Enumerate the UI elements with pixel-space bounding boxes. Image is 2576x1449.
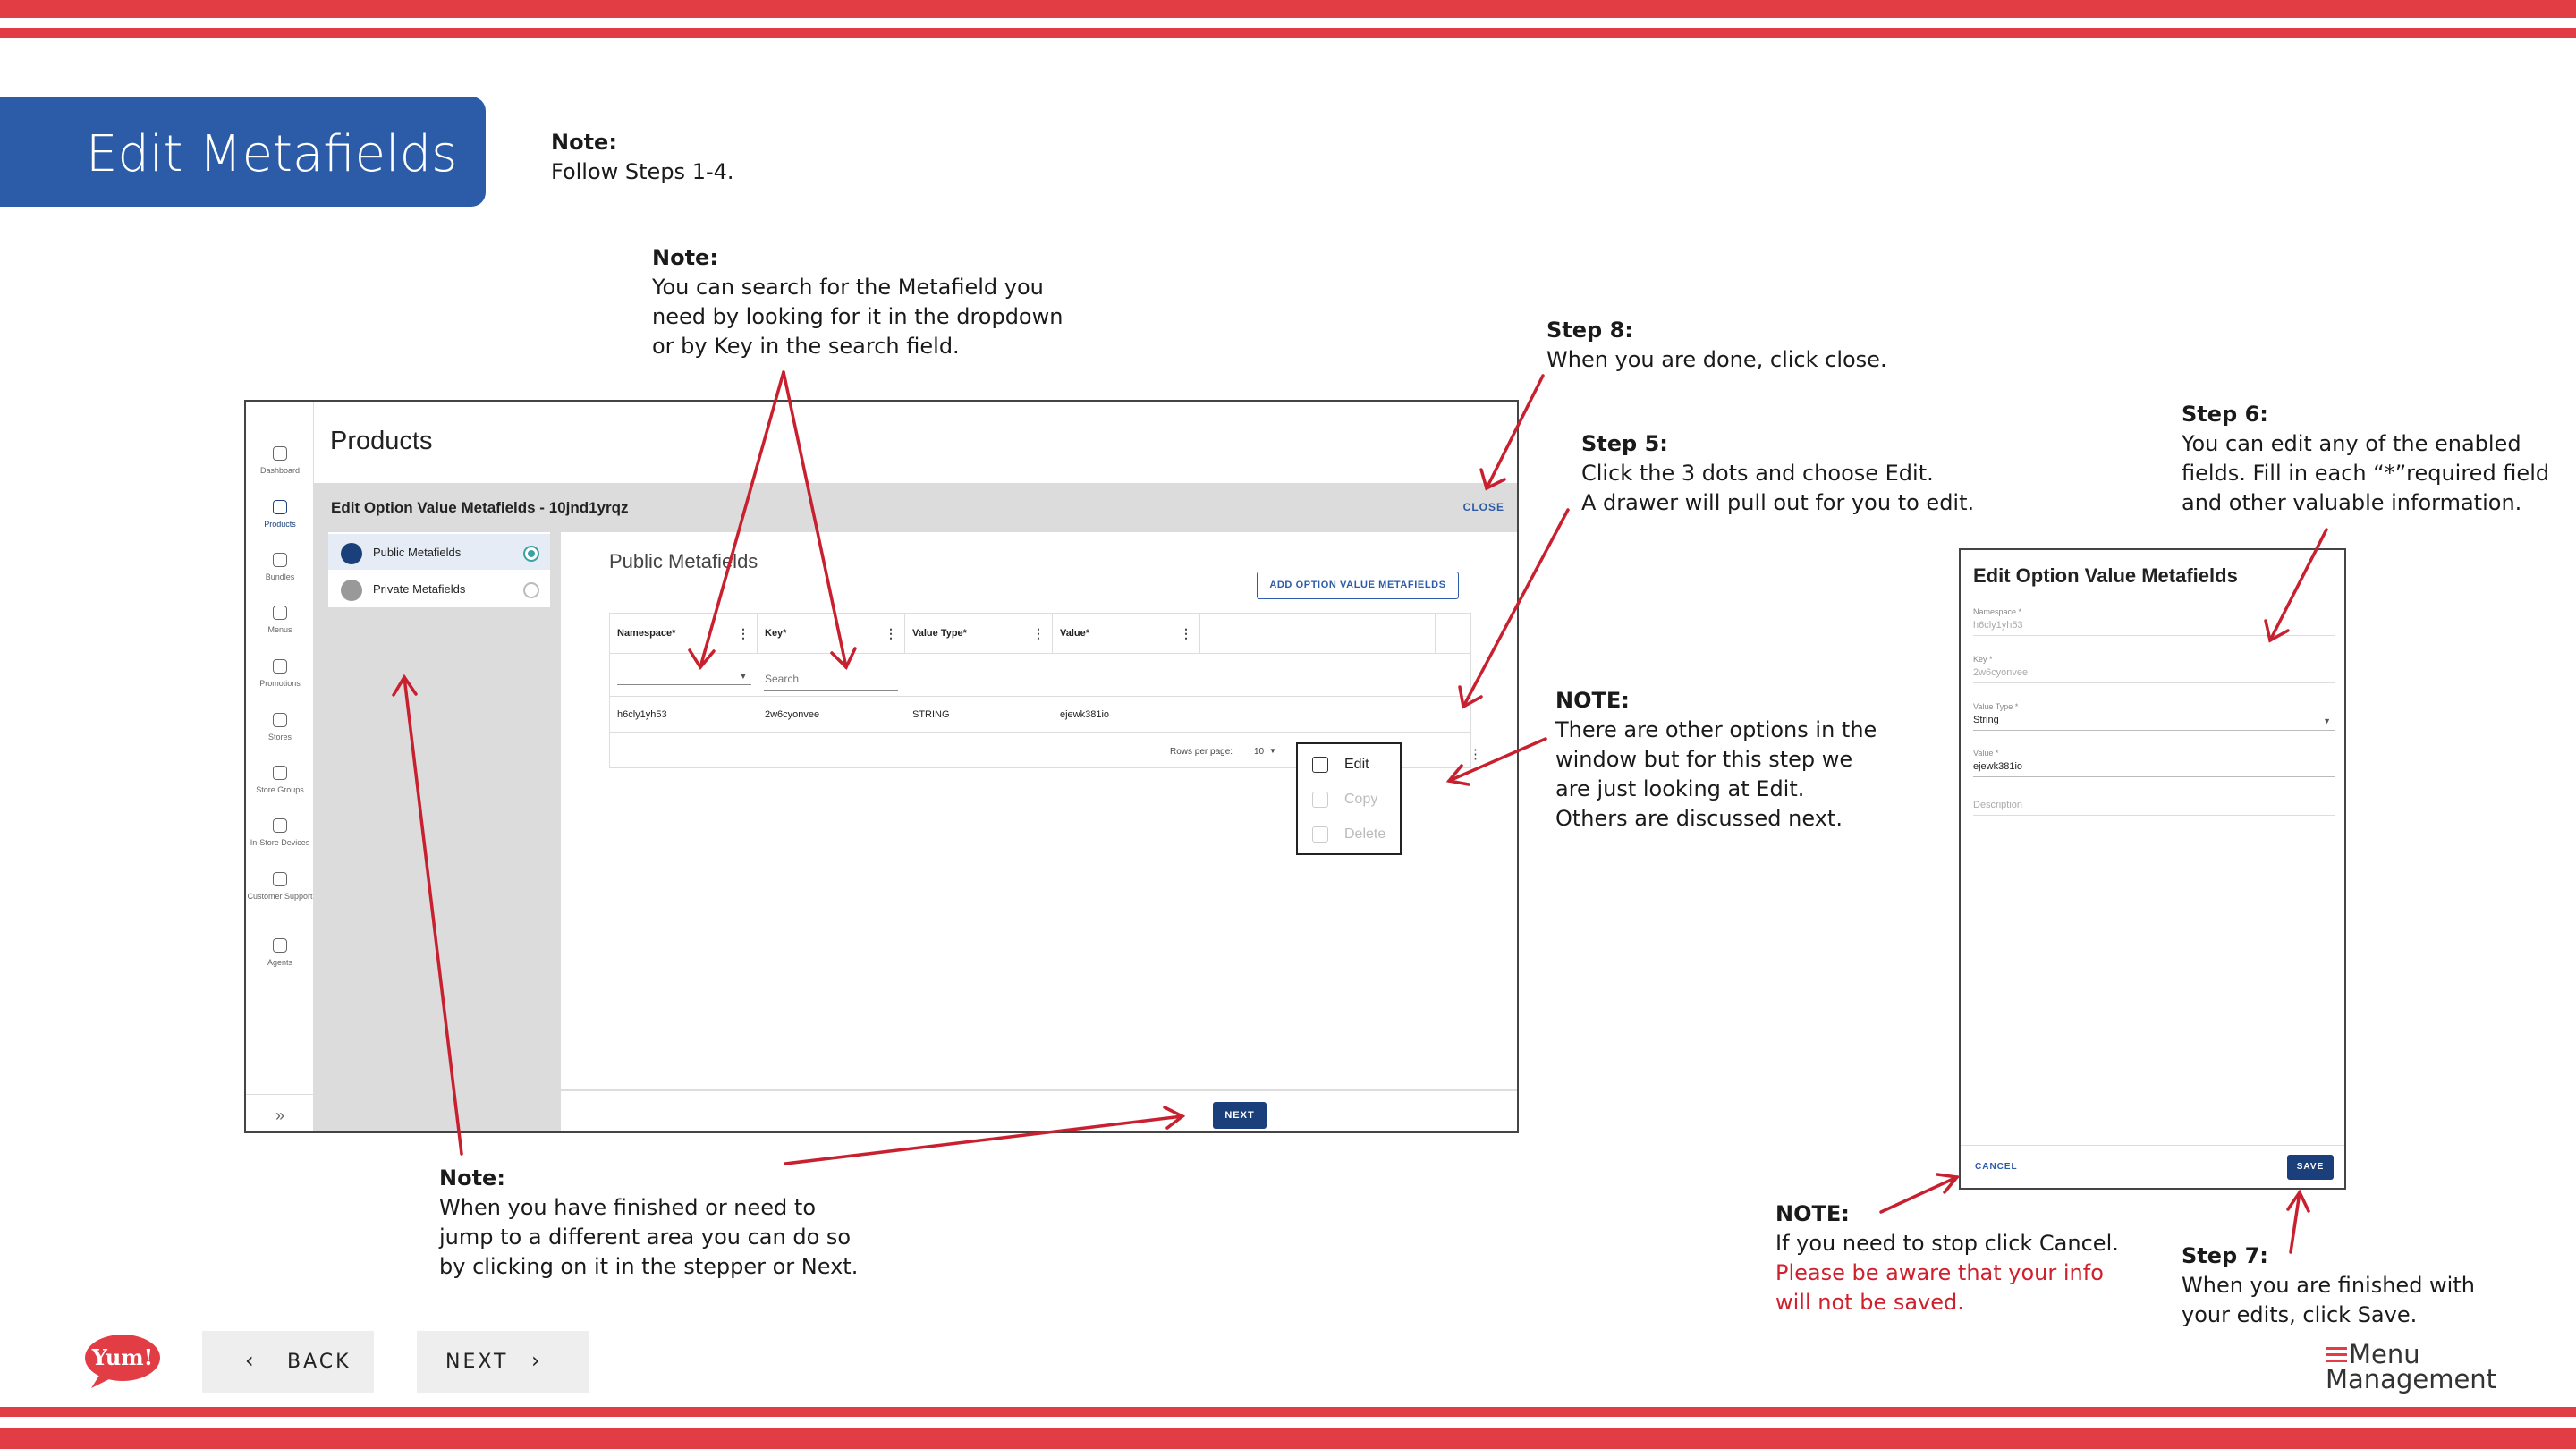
- next-button[interactable]: NEXT ›: [417, 1331, 589, 1393]
- editor-header-bar: [314, 483, 1519, 532]
- rail-divider: [246, 1094, 314, 1095]
- cancel-button[interactable]: CANCEL: [1975, 1162, 2018, 1172]
- nav-rail: [246, 402, 314, 1131]
- private-metafields-icon: [341, 580, 362, 601]
- top-stripe-1: [0, 0, 2576, 18]
- home-icon: [273, 446, 287, 461]
- step-radio-selected: [523, 546, 539, 562]
- close-button[interactable]: CLOSE: [1462, 501, 1504, 513]
- editor-title: Edit Option Value Metafields - 10jnd1yrqz: [331, 499, 629, 516]
- public-metafields-icon: [341, 543, 362, 564]
- people-icon: [273, 938, 287, 953]
- app-screenshot: [244, 400, 1519, 1133]
- rail-item-promotions[interactable]: Promotions: [246, 659, 314, 688]
- arrowhead: [1937, 1174, 1957, 1192]
- svg-text:Yum!: Yum!: [91, 1344, 154, 1370]
- note-follow-steps: Note: Follow Steps 1-4.: [551, 130, 734, 184]
- bottom-stripe-1: [0, 1407, 2576, 1417]
- menu-item-copy[interactable]: Copy: [1298, 783, 1400, 817]
- table-row[interactable]: [610, 696, 1470, 732]
- value-type-select[interactable]: Value Type * String ▼: [1973, 702, 2334, 731]
- note-cancel: NOTE: If you need to stop click Cancel. Please be aware that your info will not be saved.: [1775, 1201, 2119, 1315]
- expand-rail-icon[interactable]: »: [275, 1106, 284, 1124]
- cube-icon: [273, 553, 287, 567]
- note-stepper: Note: When you have finished or need to jump to a different area you can do so by clicking on it in the stepper or Next.: [439, 1165, 859, 1279]
- rows-dropdown-icon[interactable]: ▼: [1269, 747, 1276, 755]
- note-search: Note: You can search for the Metafield you need by looking for it in the dropdown or by Key in the search field.: [652, 245, 1063, 359]
- document-icon: [273, 606, 287, 620]
- step-private-metafields[interactable]: Private Metafields: [328, 571, 550, 606]
- step-radio: [523, 582, 539, 598]
- back-button[interactable]: ‹ BACK: [202, 1331, 374, 1393]
- rail-item-menus[interactable]: Menus: [246, 606, 314, 634]
- column-header-key[interactable]: Key* ⋮: [758, 614, 905, 653]
- dropdown-arrow-icon: ▼: [2323, 716, 2331, 725]
- bottom-stripe-2: [0, 1428, 2576, 1449]
- top-stripe-2: [0, 28, 2576, 38]
- grid-icon: [273, 766, 287, 780]
- stepper: [328, 532, 550, 607]
- value-field[interactable]: Value * ejewk381io: [1973, 749, 2334, 777]
- arrowhead: [2288, 1192, 2309, 1211]
- store-icon: [273, 713, 287, 727]
- menu-management-logo: Menu Management: [2326, 1339, 2497, 1394]
- menu-item-delete[interactable]: Delete: [1298, 818, 1400, 852]
- row-actions-kebab-icon[interactable]: ⋮: [1469, 747, 1482, 762]
- cell-value-type: STRING: [912, 709, 950, 720]
- drawer-title: Edit Option Value Metafields: [1973, 564, 2238, 587]
- cell-value: ejewk381io: [1060, 709, 1110, 720]
- monitor-icon: [273, 818, 287, 833]
- section-title: Public Metafields: [609, 550, 758, 572]
- filter-row: [610, 653, 1470, 696]
- note-other-options: NOTE: There are other options in the window but for this step we are just looking at Edit. Others are discussed next.: [1555, 688, 1877, 831]
- column-header-value-type[interactable]: Value Type* ⋮: [905, 614, 1053, 653]
- chevron-left-icon: ‹: [245, 1348, 257, 1373]
- metafields-content: [561, 532, 1519, 1133]
- editor-footer: [561, 1089, 1519, 1133]
- column-menu-icon[interactable]: ⋮: [1032, 626, 1045, 640]
- column-menu-icon[interactable]: ⋮: [1180, 626, 1192, 640]
- tag-icon: [273, 659, 287, 674]
- products-icon: [273, 500, 287, 514]
- rail-item-agents[interactable]: Agents: [246, 938, 314, 967]
- stepper-panel: [314, 532, 561, 1133]
- column-menu-icon[interactable]: ⋮: [737, 626, 750, 640]
- save-button[interactable]: SAVE: [2287, 1155, 2334, 1180]
- drawer-footer: [1961, 1145, 2344, 1188]
- note-step-6: Step 6: You can edit any of the enabled fields. Fill in each “*”required field and other valuable information.: [2182, 402, 2550, 515]
- rail-item-store-groups[interactable]: Store Groups: [246, 766, 314, 794]
- add-option-value-metafields-button[interactable]: ADD OPTION VALUE METAFIELDS: [1257, 572, 1459, 599]
- headset-icon: [273, 872, 287, 886]
- note-step-5: Step 5: Click the 3 dots and choose Edit. A drawer will pull out for you to edit.: [1581, 431, 1975, 515]
- key-search-input[interactable]: Search: [765, 673, 800, 685]
- column-header-namespace[interactable]: Namespace* ⋮: [610, 614, 758, 653]
- edit-drawer: [1959, 548, 2346, 1190]
- rail-item-bundles[interactable]: Bundles: [246, 553, 314, 581]
- key-field[interactable]: Key * 2w6cyonvee: [1973, 655, 2334, 683]
- dropdown-arrow-icon[interactable]: ▼: [739, 672, 748, 682]
- menu-item-edit[interactable]: Edit: [1298, 748, 1400, 782]
- rail-item-customer-support[interactable]: Customer Support: [246, 872, 314, 901]
- step-public-metafields[interactable]: Public Metafields: [328, 534, 550, 570]
- cell-key: 2w6cyonvee: [765, 709, 820, 720]
- namespace-filter-select[interactable]: [617, 684, 751, 685]
- yum-logo: [84, 1333, 161, 1390]
- rail-item-dashboard[interactable]: Dashboard: [246, 446, 314, 475]
- key-search-underline: [764, 690, 898, 691]
- note-step-7: Step 7: When you are finished with your edits, click Save.: [2182, 1243, 2475, 1327]
- description-field[interactable]: Description: [1973, 796, 2334, 816]
- rows-per-page-select[interactable]: 10: [1254, 747, 1265, 757]
- row-actions-menu: [1296, 742, 1402, 855]
- rail-item-stores[interactable]: Stores: [246, 713, 314, 741]
- column-menu-icon[interactable]: ⋮: [885, 626, 897, 640]
- page-title-badge: [0, 97, 486, 207]
- page-title: Edit Metafields: [86, 125, 458, 183]
- app-title: Products: [330, 427, 433, 455]
- namespace-field[interactable]: Namespace * h6cly1yh53: [1973, 607, 2334, 636]
- menu-bars-icon: [2326, 1347, 2347, 1366]
- column-header-spacer: [1200, 614, 1436, 653]
- rail-item-in-store-devices[interactable]: In-Store Devices: [246, 818, 314, 847]
- cell-namespace: h6cly1yh53: [617, 709, 667, 720]
- copy-icon: [1312, 792, 1328, 808]
- column-header-value[interactable]: Value* ⋮: [1053, 614, 1200, 653]
- stepper-next-button[interactable]: NEXT: [1213, 1102, 1267, 1129]
- trash-icon: [1312, 826, 1328, 843]
- edit-icon: [1312, 757, 1328, 773]
- chevron-right-icon: ›: [531, 1348, 543, 1373]
- note-step-8: Step 8: When you are done, click close.: [1546, 318, 1887, 372]
- rail-item-products[interactable]: Products: [246, 500, 314, 529]
- rows-per-page-label: Rows per page:: [1170, 747, 1233, 757]
